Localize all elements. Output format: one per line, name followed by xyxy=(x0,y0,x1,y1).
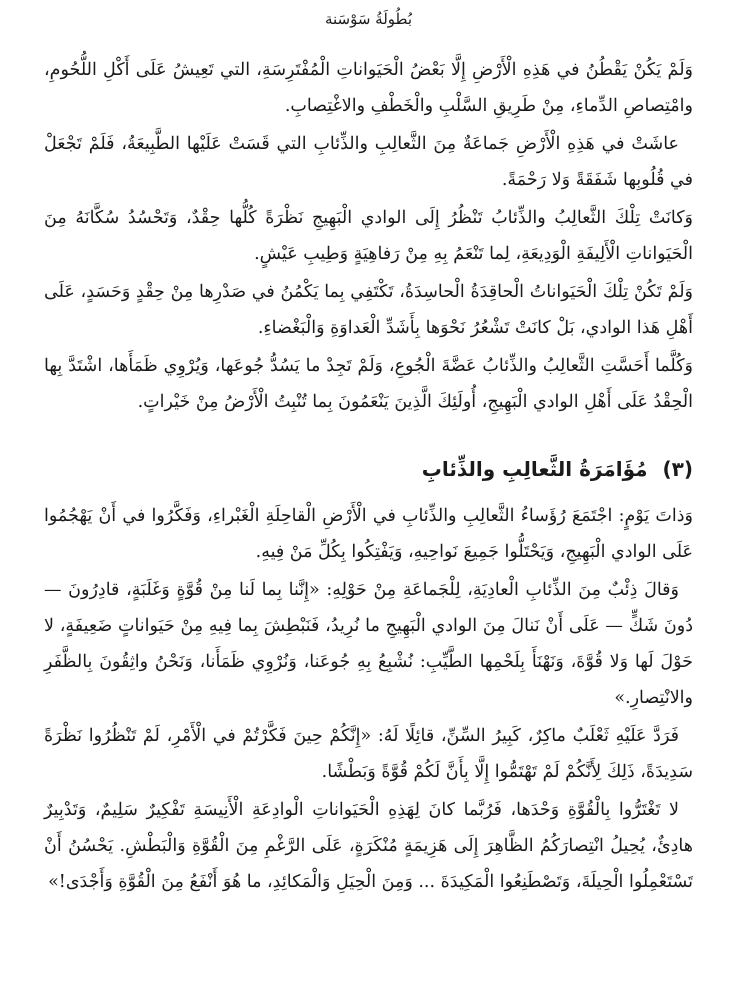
part-one-body xyxy=(44,52,693,420)
paragraph: وَلَمْ تَكُنْ تِلْكَ الْحَيَواناتُ الْحاقِدَةُ الْحاسِدَةُ، تَكْتَفِي بِما يَكْمُنُ في صَدْرِها مِنْ حِقْدٍ وَحَسَدٍ، عَلَى أَهْلِ هَذا الوادي، بَلْ كانَتْ تَشْعُرُ نَحْوَها بِأَشَدِّ الْعَداوَةِ وَالْبَغْضاءِ. xyxy=(44,282,693,338)
section-title-text: مُؤَامَرَةُ الثَّعالِبِ والذِّئابِ xyxy=(421,457,648,481)
paragraph: لا تَغْتَرُّوا بِالْقُوَّةِ وَحْدَها، فَرُبَّما كانَ لِهَذِهِ الْحَيَواناتِ الْوادِعَةِ الْأَنِيسَةِ تَفْكِيرٌ سَلِيمٌ، وَتَدْبِيرٌ هادِئٌ، يُحِيلُ انْتِصارَكُمُ الظَّاهِرَ إِلَى هَزِيمَةٍ مُنْكَرَةٍ، عَلَى الرَّغْمِ مِنَ الْقُوَّةِ وَالْبَطْشِ. يَحْسُنُ أَنْ تَسْتَعْمِلُوا الْحِيلَةَ، وَتَصْطَنِعُوا الْمَكِيدَةَ ... وَمِنَ الْحِيَلِ وَالْمَكائِدِ، ما هُوَ أَنْفَعُ مِنَ الْقُوَّةِ وَأَجْدَى!» xyxy=(44,800,693,892)
section-number: (٣) xyxy=(662,457,693,481)
section-three-body xyxy=(44,498,693,900)
running-title: بُطُولَةُ سَوْسَنة xyxy=(324,10,413,28)
paragraph: فَرَدَّ عَلَيْهِ ثَعْلَبٌ ماكِرٌ، كَبِيرُ السِّنِّ، قائِلًا لَهُ: «إِنَّكُمْ حِينَ فَكَّرْتُمْ في الْأَمْرِ، لَمْ تَنْظُرُوا نَظْرَةً سَدِيدَةً، ذَلِكَ لِأَنَّكُمْ لَمْ تَهْتَمُّوا إِلَّا بِأَنَّ لَكُمْ قُوَّةً وَبَطْشًا. xyxy=(44,726,693,782)
paragraph: وَكانَتْ تِلْكَ الثَّعالِبُ والذِّئابُ تَنْظُرُ إِلَى الوادي الْبَهِيجِ نَظْرَةً كُلُّها حِقْدٌ، وَتَحْسُدُ سُكَّانَهُ مِنَ الْحَيَواناتِ الْأَلِيفَةِ الْوَدِيعَةِ، لِما تَنْعَمُ بِهِ مِنْ رَفاهِيَةٍ وَطِيبِ عَيْشٍ. xyxy=(44,208,693,264)
paragraph: وَذاتَ يَوْمٍ: اجْتَمَعَ رُؤَساءُ الثَّعالِبِ والذِّئابِ في الْأَرْضِ الْقاحِلَةِ الْغَبْراءِ، وَفَكَّرُوا في أَنْ يَهْجُمُوا عَلَى الوادي الْبَهِيجِ، وَيَحْتَلُّوا جَمِيعَ نَواحِيهِ، وَيَفْتِكُوا بِكُلِّ مَنْ فِيهِ. xyxy=(44,506,693,562)
section-heading xyxy=(44,454,693,484)
paragraph: وَلَمْ يَكُنْ يَقْطُنُ في هَذِهِ الْأَرْضِ إِلَّا بَعْضُ الْحَيَواناتِ الْمُفْتَرِسَةِ، التي تَعِيشُ عَلَى أَكْلِ اللُّحُومِ، وامْتِصاصِ الدِّماءِ، مِنْ طَرِيقِ السَّلْبِ والْخَطْفِ والاغْتِصابِ. xyxy=(44,60,693,116)
paragraph: وَقالَ ذِئْبٌ مِنَ الذِّئابِ الْعادِيَةِ، لِلْجَماعَةِ مِنْ حَوْلِهِ: «إِنَّنا بِما لَنا مِنْ قُوَّةٍ وَغَلَبَةٍ، قادِرُونَ — دُونَ شَكٍّ — عَلَى أَنْ نَنالَ مِنَ الوادي الْبَهِيجِ ما نُرِيدُ، فَنَبْطِشَ بِما فِيهِ مِنْ حَيَواناتٍ ضَعِيفَةٍ، لا حَوْلَ لَها وَلا قُوَّةَ، وَنَهْنَأَ بِلَحْمِها الطَّيِّبِ: نُشْبِعُ بِهِ جُوعَنا، وَنُرْوِي ظَمَأَنا، وَنَحْنُ واثِقُونَ بِالظَّفَرِ والانْتِصارِ.» xyxy=(44,580,693,708)
paragraph: وَكُلَّما أَحَسَّتِ الثَّعالِبُ والذِّئابُ عَضَّةَ الْجُوعِ، وَلَمْ تَجِدْ ما يَسُدُّ جُوعَها، وَيُرْوِي ظَمَأَها، اشْتَدَّ بِها الْحِقْدُ عَلَى أَهْلِ الوادي الْبَهِيجِ، أُولَئِكَ الَّذِينَ يَنْعَمُونَ بِما تُنْبِتُ الْأَرْضُ مِنْ خَيْراتٍ. xyxy=(44,356,693,412)
paragraph: عاشَتْ في هَذِهِ الْأَرْضِ جَماعَةٌ مِنَ الثَّعالِبِ والذِّئابِ التي قَسَتْ عَلَيْها الطَّبِيعَةُ، فَلَمْ تَجْعَلْ في قُلُوبِها شَفَقَةً وَلا رَحْمَةً. xyxy=(44,134,693,190)
